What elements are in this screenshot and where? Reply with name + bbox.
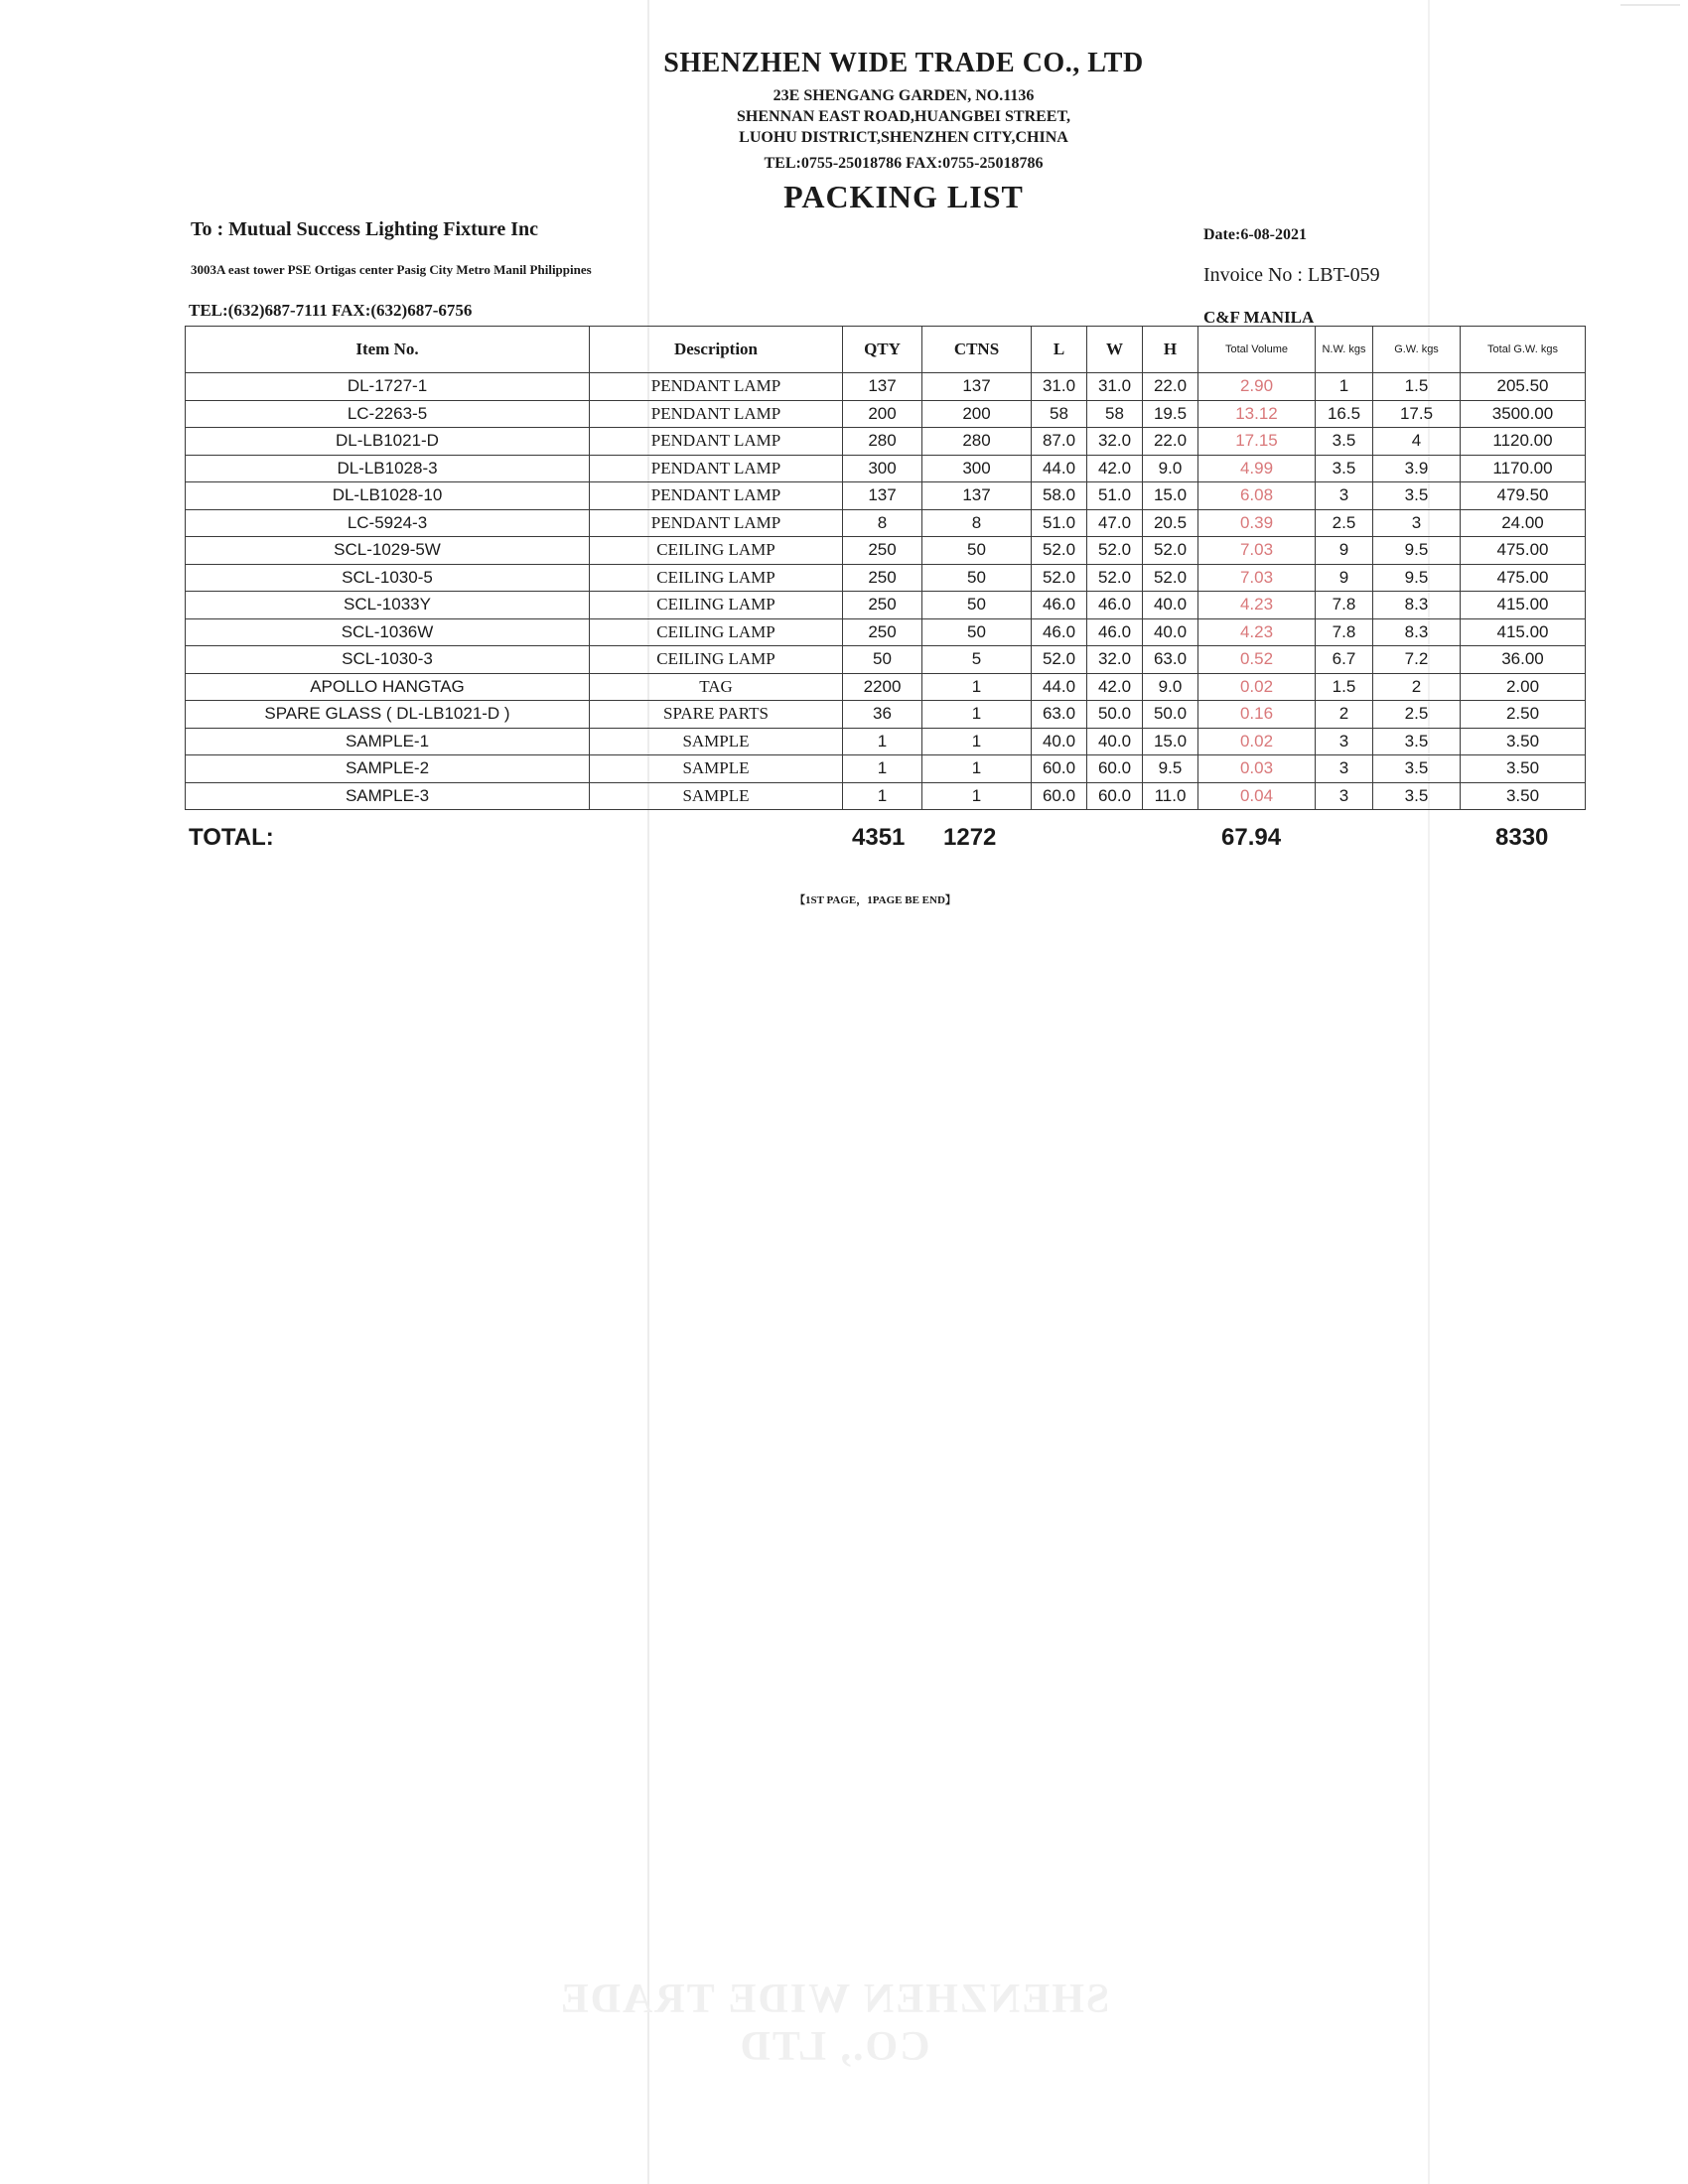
- cell-net-weight: 7.8: [1316, 618, 1373, 646]
- cell-qty: 1: [843, 782, 922, 810]
- cell-gross-weight: 8.3: [1373, 592, 1461, 619]
- cell-item-no: DL-LB1021-D: [186, 428, 590, 456]
- show-through-company-name: SHENZHEN WIDE TRADE CO., LTD: [558, 1977, 1110, 2070]
- cell-length: 46.0: [1032, 592, 1087, 619]
- cell-total-volume: 13.12: [1198, 400, 1316, 428]
- cell-width: 52.0: [1087, 537, 1143, 565]
- cell-total-volume: 0.03: [1198, 755, 1316, 783]
- cell-net-weight: 3.5: [1316, 455, 1373, 482]
- cell-ctns: 50: [922, 537, 1032, 565]
- invoice-number: Invoice No : LBT-059: [1203, 264, 1380, 286]
- col-header-total-volume: Total Volume: [1198, 327, 1316, 373]
- cell-ctns: 1: [922, 701, 1032, 729]
- cell-width: 40.0: [1087, 728, 1143, 755]
- table-row: [186, 728, 1586, 755]
- address-line-3: LUOHU DISTRICT,SHENZHEN CITY,CHINA: [739, 129, 1068, 146]
- page-footnote: 【1ST PAGE，1PAGE BE END】: [794, 894, 956, 906]
- cell-ctns: 50: [922, 618, 1032, 646]
- cell-description: SAMPLE: [590, 755, 843, 783]
- cell-width: 42.0: [1087, 455, 1143, 482]
- shipping-terms: C&F MANILA: [1203, 308, 1315, 327]
- table-row: [186, 400, 1586, 428]
- cell-item-no: SCL-1036W: [186, 618, 590, 646]
- cell-height: 63.0: [1143, 646, 1198, 674]
- cell-item-no: SCL-1030-5: [186, 564, 590, 592]
- cell-net-weight: 9: [1316, 537, 1373, 565]
- cell-description: SPARE PARTS: [590, 701, 843, 729]
- cell-length: 58: [1032, 400, 1087, 428]
- cell-qty: 50: [843, 646, 922, 674]
- cell-total-gross-weight: 1120.00: [1461, 428, 1586, 456]
- total-label: TOTAL:: [189, 824, 274, 851]
- cell-length: 44.0: [1032, 673, 1087, 701]
- table-row: [186, 455, 1586, 482]
- cell-width: 51.0: [1087, 482, 1143, 510]
- table-row: [186, 564, 1586, 592]
- cell-height: 15.0: [1143, 728, 1198, 755]
- cell-width: 60.0: [1087, 782, 1143, 810]
- cell-description: CEILING LAMP: [590, 618, 843, 646]
- cell-ctns: 1: [922, 728, 1032, 755]
- total-gross-weight: 8330: [1495, 824, 1549, 851]
- cell-item-no: SAMPLE-1: [186, 728, 590, 755]
- cell-description: SAMPLE: [590, 782, 843, 810]
- cell-ctns: 50: [922, 564, 1032, 592]
- col-header-ctns: CTNS: [922, 327, 1032, 373]
- cell-description: PENDANT LAMP: [590, 428, 843, 456]
- cell-height: 22.0: [1143, 373, 1198, 401]
- cell-net-weight: 3: [1316, 482, 1373, 510]
- address-line-2: SHENNAN EAST ROAD,HUANGBEI STREET,: [737, 108, 1070, 125]
- cell-description: PENDANT LAMP: [590, 482, 843, 510]
- cell-length: 58.0: [1032, 482, 1087, 510]
- cell-length: 87.0: [1032, 428, 1087, 456]
- cell-height: 22.0: [1143, 428, 1198, 456]
- cell-total-gross-weight: 475.00: [1461, 564, 1586, 592]
- cell-qty: 280: [843, 428, 922, 456]
- cell-total-gross-weight: 205.50: [1461, 373, 1586, 401]
- cell-ctns: 137: [922, 373, 1032, 401]
- cell-total-gross-weight: 24.00: [1461, 509, 1586, 537]
- cell-description: PENDANT LAMP: [590, 373, 843, 401]
- cell-ctns: 1: [922, 673, 1032, 701]
- cell-gross-weight: 3.5: [1373, 728, 1461, 755]
- total-ctns: 1272: [943, 824, 997, 851]
- cell-net-weight: 7.8: [1316, 592, 1373, 619]
- cell-item-no: APOLLO HANGTAG: [186, 673, 590, 701]
- col-header-width: W: [1087, 327, 1143, 373]
- cell-qty: 137: [843, 482, 922, 510]
- cell-ctns: 1: [922, 755, 1032, 783]
- cell-width: 32.0: [1087, 646, 1143, 674]
- cell-net-weight: 1: [1316, 373, 1373, 401]
- cell-qty: 250: [843, 618, 922, 646]
- table-row: [186, 537, 1586, 565]
- company-header: [556, 48, 1251, 215]
- cell-description: TAG: [590, 673, 843, 701]
- cell-ctns: 280: [922, 428, 1032, 456]
- cell-net-weight: 9: [1316, 564, 1373, 592]
- consignee-address: 3003A east tower PSE Ortigas center Pasig City Metro Manil Philippines: [191, 262, 592, 277]
- cell-net-weight: 3: [1316, 782, 1373, 810]
- cell-length: 52.0: [1032, 646, 1087, 674]
- cell-total-volume: 0.16: [1198, 701, 1316, 729]
- cell-total-volume: 0.04: [1198, 782, 1316, 810]
- cell-gross-weight: 3.5: [1373, 482, 1461, 510]
- cell-total-gross-weight: 3.50: [1461, 782, 1586, 810]
- cell-height: 15.0: [1143, 482, 1198, 510]
- cell-total-gross-weight: 415.00: [1461, 592, 1586, 619]
- cell-item-no: SAMPLE-2: [186, 755, 590, 783]
- table-row: [186, 509, 1586, 537]
- cell-width: 31.0: [1087, 373, 1143, 401]
- cell-width: 32.0: [1087, 428, 1143, 456]
- cell-length: 44.0: [1032, 455, 1087, 482]
- cell-gross-weight: 9.5: [1373, 564, 1461, 592]
- cell-ctns: 8: [922, 509, 1032, 537]
- cell-height: 9.5: [1143, 755, 1198, 783]
- cell-length: 40.0: [1032, 728, 1087, 755]
- company-address: [556, 85, 1251, 148]
- cell-description: SAMPLE: [590, 728, 843, 755]
- packing-table: [185, 326, 1586, 810]
- cell-net-weight: 2: [1316, 701, 1373, 729]
- cell-height: 11.0: [1143, 782, 1198, 810]
- cell-width: 42.0: [1087, 673, 1143, 701]
- cell-item-no: SAMPLE-3: [186, 782, 590, 810]
- consignee-tel-fax: TEL:(632)687-7111 FAX:(632)687-6756: [189, 301, 473, 320]
- cell-length: 51.0: [1032, 509, 1087, 537]
- cell-width: 50.0: [1087, 701, 1143, 729]
- cell-total-gross-weight: 415.00: [1461, 618, 1586, 646]
- cell-net-weight: 3: [1316, 755, 1373, 783]
- cell-qty: 1: [843, 728, 922, 755]
- cell-net-weight: 3: [1316, 728, 1373, 755]
- table-row: [186, 482, 1586, 510]
- cell-height: 19.5: [1143, 400, 1198, 428]
- table-row: [186, 673, 1586, 701]
- cell-height: 52.0: [1143, 564, 1198, 592]
- cell-description: PENDANT LAMP: [590, 509, 843, 537]
- col-header-gross-weight: G.W. kgs: [1373, 327, 1461, 373]
- cell-gross-weight: 17.5: [1373, 400, 1461, 428]
- cell-gross-weight: 3.5: [1373, 782, 1461, 810]
- cell-width: 46.0: [1087, 618, 1143, 646]
- cell-gross-weight: 3.5: [1373, 755, 1461, 783]
- col-header-height: H: [1143, 327, 1198, 373]
- cell-gross-weight: 9.5: [1373, 537, 1461, 565]
- table-row: [186, 373, 1586, 401]
- cell-total-gross-weight: 2.50: [1461, 701, 1586, 729]
- company-name: SHENZHEN WIDE TRADE CO., LTD: [663, 48, 1144, 78]
- cell-gross-weight: 8.3: [1373, 618, 1461, 646]
- cell-gross-weight: 1.5: [1373, 373, 1461, 401]
- cell-net-weight: 3.5: [1316, 428, 1373, 456]
- cell-total-gross-weight: 2.00: [1461, 673, 1586, 701]
- cell-net-weight: 16.5: [1316, 400, 1373, 428]
- cell-height: 52.0: [1143, 537, 1198, 565]
- cell-total-gross-weight: 36.00: [1461, 646, 1586, 674]
- cell-item-no: SCL-1029-5W: [186, 537, 590, 565]
- col-header-net-weight: N.W. kgs: [1316, 327, 1373, 373]
- table-row: [186, 592, 1586, 619]
- cell-total-volume: 4.23: [1198, 592, 1316, 619]
- table-row: [186, 646, 1586, 674]
- total-volume: 67.94: [1221, 824, 1282, 851]
- cell-gross-weight: 2.5: [1373, 701, 1461, 729]
- cell-total-volume: 0.02: [1198, 673, 1316, 701]
- cell-description: CEILING LAMP: [590, 646, 843, 674]
- cell-qty: 36: [843, 701, 922, 729]
- cell-total-volume: 7.03: [1198, 564, 1316, 592]
- document-date: Date:6-08-2021: [1203, 226, 1307, 243]
- cell-total-volume: 7.03: [1198, 537, 1316, 565]
- cell-qty: 200: [843, 400, 922, 428]
- cell-height: 50.0: [1143, 701, 1198, 729]
- address-line-1: 23E SHENGANG GARDEN, NO.1136: [773, 87, 1035, 104]
- cell-ctns: 200: [922, 400, 1032, 428]
- cell-total-volume: 4.23: [1198, 618, 1316, 646]
- cell-total-volume: 0.52: [1198, 646, 1316, 674]
- table-row: [186, 701, 1586, 729]
- cell-ctns: 1: [922, 782, 1032, 810]
- scan-mark: [1620, 4, 1680, 6]
- cell-total-gross-weight: 475.00: [1461, 537, 1586, 565]
- consignee-name: To : Mutual Success Lighting Fixture Inc: [191, 218, 539, 240]
- cell-total-gross-weight: 3.50: [1461, 755, 1586, 783]
- cell-height: 40.0: [1143, 618, 1198, 646]
- cell-total-volume: 2.90: [1198, 373, 1316, 401]
- cell-gross-weight: 3.9: [1373, 455, 1461, 482]
- cell-width: 60.0: [1087, 755, 1143, 783]
- cell-item-no: DL-LB1028-10: [186, 482, 590, 510]
- cell-description: CEILING LAMP: [590, 537, 843, 565]
- cell-gross-weight: 7.2: [1373, 646, 1461, 674]
- cell-total-gross-weight: 479.50: [1461, 482, 1586, 510]
- cell-description: PENDANT LAMP: [590, 400, 843, 428]
- cell-description: PENDANT LAMP: [590, 455, 843, 482]
- col-header-qty: QTY: [843, 327, 922, 373]
- cell-qty: 2200: [843, 673, 922, 701]
- cell-item-no: SCL-1033Y: [186, 592, 590, 619]
- cell-length: 46.0: [1032, 618, 1087, 646]
- cell-total-volume: 4.99: [1198, 455, 1316, 482]
- cell-height: 9.0: [1143, 455, 1198, 482]
- cell-qty: 250: [843, 537, 922, 565]
- cell-total-volume: 17.15: [1198, 428, 1316, 456]
- cell-qty: 250: [843, 592, 922, 619]
- cell-height: 40.0: [1143, 592, 1198, 619]
- cell-qty: 8: [843, 509, 922, 537]
- company-tel-fax: TEL:0755-25018786 FAX:0755-25018786: [764, 155, 1044, 172]
- cell-qty: 300: [843, 455, 922, 482]
- cell-net-weight: 2.5: [1316, 509, 1373, 537]
- cell-qty: 137: [843, 373, 922, 401]
- table-header-row: [186, 327, 1586, 373]
- cell-qty: 1: [843, 755, 922, 783]
- col-header-total-gross-weight: Total G.W. kgs: [1461, 327, 1586, 373]
- cell-length: 52.0: [1032, 564, 1087, 592]
- cell-width: 58: [1087, 400, 1143, 428]
- cell-width: 47.0: [1087, 509, 1143, 537]
- cell-item-no: DL-LB1028-3: [186, 455, 590, 482]
- cell-gross-weight: 3: [1373, 509, 1461, 537]
- cell-total-volume: 0.39: [1198, 509, 1316, 537]
- cell-height: 9.0: [1143, 673, 1198, 701]
- cell-total-volume: 0.02: [1198, 728, 1316, 755]
- table-row: [186, 782, 1586, 810]
- cell-total-volume: 6.08: [1198, 482, 1316, 510]
- col-header-item-no: Item No.: [186, 327, 590, 373]
- cell-item-no: SCL-1030-3: [186, 646, 590, 674]
- cell-width: 52.0: [1087, 564, 1143, 592]
- col-header-description: Description: [590, 327, 843, 373]
- cell-total-gross-weight: 3.50: [1461, 728, 1586, 755]
- document-title: PACKING LIST: [783, 179, 1024, 214]
- cell-width: 46.0: [1087, 592, 1143, 619]
- table-row: [186, 755, 1586, 783]
- cell-length: 52.0: [1032, 537, 1087, 565]
- cell-net-weight: 1.5: [1316, 673, 1373, 701]
- cell-item-no: DL-1727-1: [186, 373, 590, 401]
- cell-ctns: 300: [922, 455, 1032, 482]
- cell-description: CEILING LAMP: [590, 592, 843, 619]
- cell-total-gross-weight: 1170.00: [1461, 455, 1586, 482]
- cell-gross-weight: 4: [1373, 428, 1461, 456]
- table-row: [186, 428, 1586, 456]
- cell-height: 20.5: [1143, 509, 1198, 537]
- cell-item-no: LC-2263-5: [186, 400, 590, 428]
- table-row: [186, 618, 1586, 646]
- cell-item-no: LC-5924-3: [186, 509, 590, 537]
- cell-ctns: 50: [922, 592, 1032, 619]
- cell-total-gross-weight: 3500.00: [1461, 400, 1586, 428]
- cell-length: 63.0: [1032, 701, 1087, 729]
- cell-gross-weight: 2: [1373, 673, 1461, 701]
- cell-length: 60.0: [1032, 755, 1087, 783]
- cell-item-no: SPARE GLASS ( DL-LB1021-D ): [186, 701, 590, 729]
- cell-ctns: 137: [922, 482, 1032, 510]
- cell-length: 31.0: [1032, 373, 1087, 401]
- cell-ctns: 5: [922, 646, 1032, 674]
- total-qty: 4351: [852, 824, 906, 851]
- cell-description: CEILING LAMP: [590, 564, 843, 592]
- cell-net-weight: 6.7: [1316, 646, 1373, 674]
- cell-qty: 250: [843, 564, 922, 592]
- col-header-length: L: [1032, 327, 1087, 373]
- cell-length: 60.0: [1032, 782, 1087, 810]
